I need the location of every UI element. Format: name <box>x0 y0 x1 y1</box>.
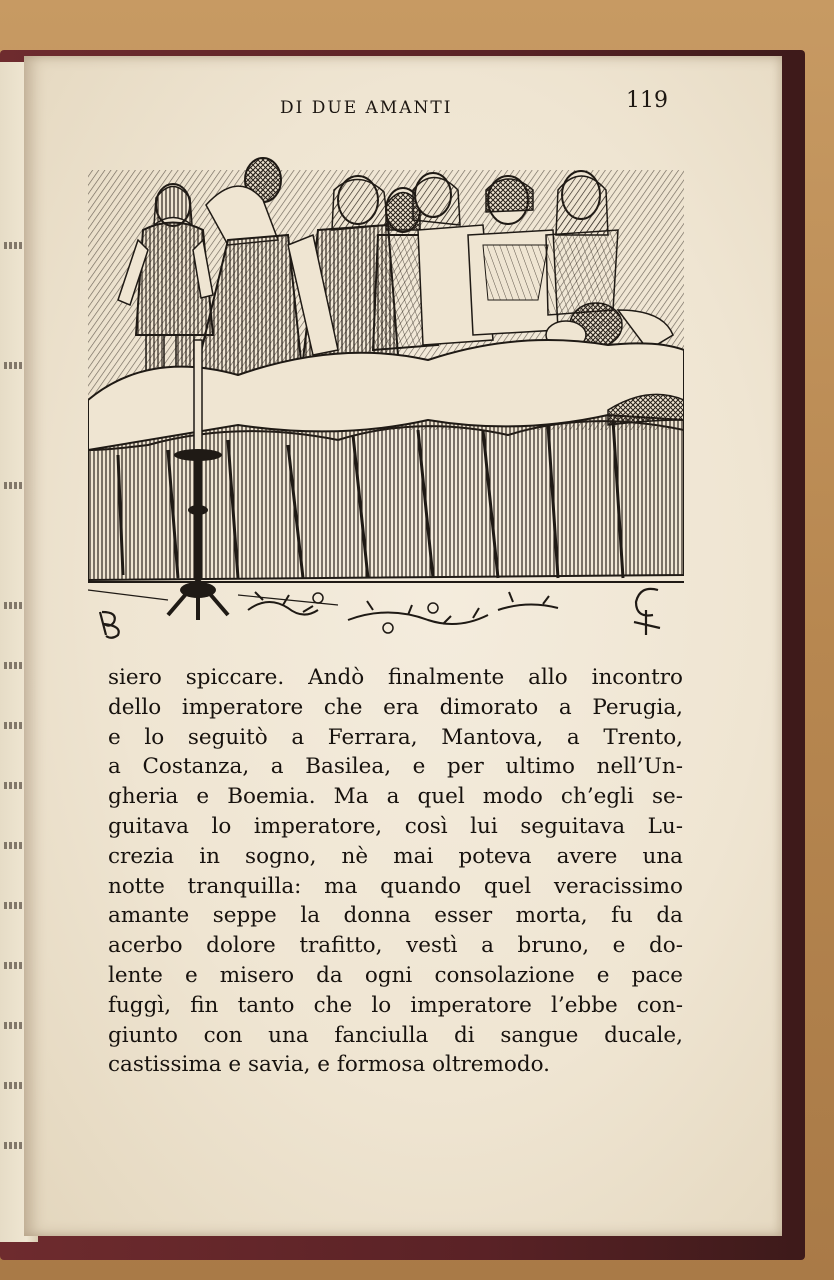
text-line: a Costanza, a Basilea, e per ultimo nell’Un- <box>108 754 683 780</box>
text-line: dello imperatore che era dimorato a Perugia, <box>108 694 683 720</box>
text-line: amante seppe la donna esser morta, fu da <box>108 903 683 929</box>
text-line: siero spiccare. Andò finalmente allo incontro <box>108 665 683 690</box>
text-line: gheria e Boemia. Ma a quel modo ch’egli se- <box>108 784 683 810</box>
text-line: castissima e savia, e formosa oltremodo. <box>108 1052 551 1078</box>
monogram-right-icon <box>634 589 660 635</box>
text-line: crezia in sogno, nè mai poteva avere una <box>108 843 683 869</box>
text-line: acerbo dolore trafitto, vestì a bruno, e do- <box>108 933 683 959</box>
text-line: notte tranquilla: ma quando quel veracissimo <box>108 873 683 899</box>
running-title: DI DUE AMANTI <box>280 98 453 118</box>
body-text <box>108 663 683 1080</box>
page-number: 119 <box>626 88 668 113</box>
text-line: lente e misero da ogni consolazione e pace <box>108 962 683 988</box>
bed-drapery <box>88 340 684 580</box>
monogram-left-icon <box>100 612 119 638</box>
engraving-illustration <box>88 150 684 640</box>
text-line: e lo seguitò a Ferrara, Mantova, a Trento, <box>108 724 683 750</box>
floor-with-flowers <box>88 582 684 633</box>
text-line: fuggì, fin tanto che lo imperatore l’ebbe con- <box>108 992 683 1018</box>
text-line: giunto con una fanciulla di sangue ducale, <box>108 1022 683 1048</box>
text-line: guitava lo imperatore, così lui seguitava Lu- <box>108 813 683 839</box>
